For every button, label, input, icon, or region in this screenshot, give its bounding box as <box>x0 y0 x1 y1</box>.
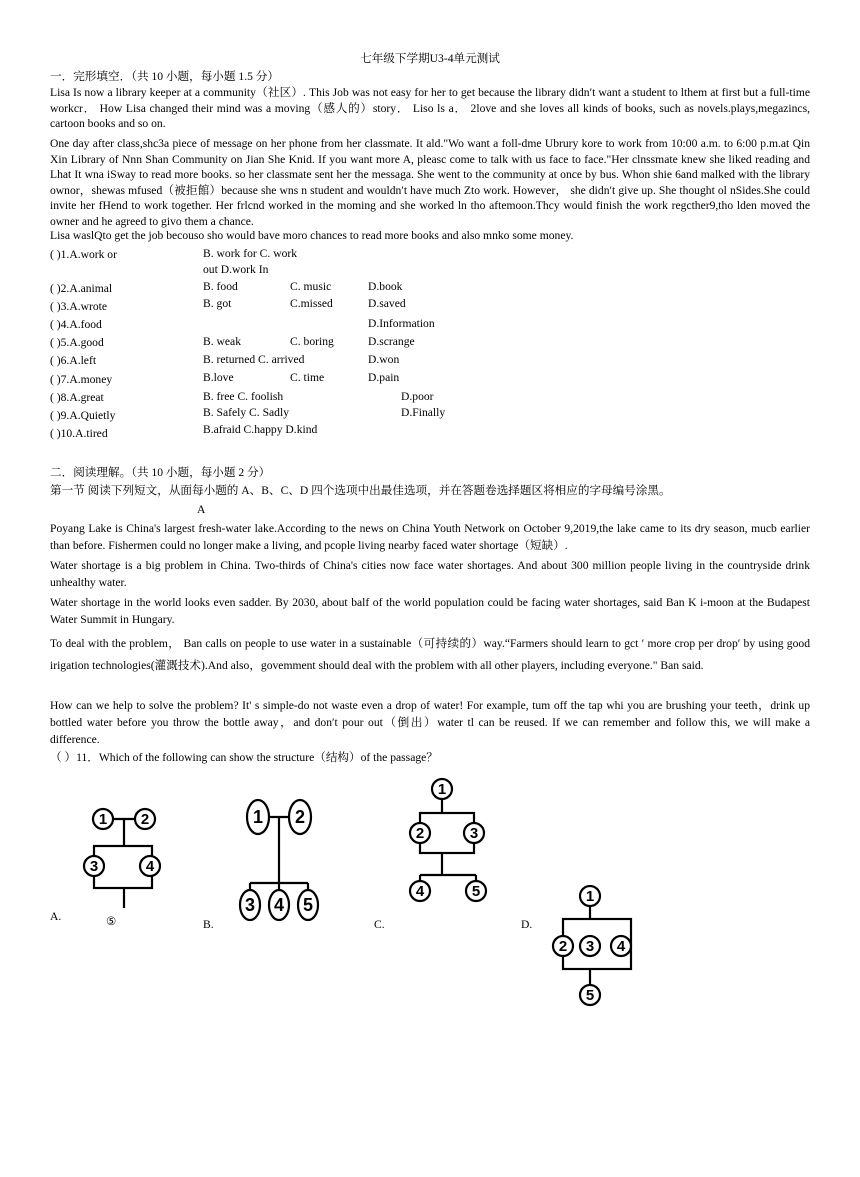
reading-paragraph-3: Water shortage in the world looks even sadder. By 2030, about balf of the world population could be facing water shortages, said Ban K i-moon at the Budapest Water Summit in Hungary. <box>50 596 810 626</box>
reading-paragraph-2: Water shortage is a big problem in China. Two-thirds of China's cities now face water shortages. And about 300 million people living in the countryside drink unhealthy water. <box>50 559 810 589</box>
q9-option-b: B. Safely C. Sadly <box>203 406 289 419</box>
q8-option-b: B. free C. foolish <box>203 390 284 403</box>
diagram-c-node-3: 3 <box>469 825 479 842</box>
diagram-c-node-1: 1 <box>437 781 447 798</box>
q6-option-d: D.won <box>368 353 400 366</box>
q3-option-c: C.missed <box>290 297 333 310</box>
reading-paragraph-4: To deal with the problem， Ban calls on people to use water in a sustainable（可持续的）way.“Farmers should learn to gct ′ more crop per drop′ by using good irigation technologies(灌溉技术).And also，govemment should deal with the problem with all other players, including everyone." Ban said. <box>50 637 810 672</box>
q6-option-b: B. returned C. arrived <box>203 353 305 366</box>
diagram-d-node-1: 1 <box>585 888 595 905</box>
diagram-a-node-4: 4 <box>145 858 155 875</box>
structure-diagram-b <box>236 795 326 925</box>
diagram-b-node-5: 5 <box>302 895 314 915</box>
diagram-c-node-5: 5 <box>471 883 481 900</box>
reading-paragraph-5: How can we help to solve the problem? It' s simple-do not waste even a drop of water! For example, tum off the tap whi you are brushing your teeth，drink up bottled water before you throw the bottle away，and don′t pour out（倒出）water tl can be reused. If we can remember and follow this, we will make a difference. <box>50 699 810 746</box>
q1-option-b: B. work for C. work <box>203 247 298 260</box>
diagram-a-node-2: 2 <box>140 811 150 828</box>
q4-option-d: D.Information <box>368 317 435 330</box>
cloze-paragraph-2: One day after class,shc3a piece of message on her phone from her classmate. It ald."Wo want a foll-dme Ubrury kore to work from 10:00 a.m. to 6:00 p.m.at Qin Xin Library of Nnn Shan Community on Jian She Knid. If you want more A, pleasc come to talk with us face to face."Her clnssmate knew she liked reading and Lhat It wna iSway to read more books. so her classmate sent her the messaga. She went to the community at once by bus. Whon shie 6and malked with the library ownor，shewas mfused（被拒館）because she wns n student and wouldn′t have much Zto work. However， she didn′t give up. She thought ol nSides.She could invite her fHend to work together. Her frlcnd worked in the moming and she worked ln tho aftemoon.Thcy would finish the work regcther9,tho lden moved the owner and he agreed to givo them a chance. <box>50 137 810 228</box>
q6-stem: ( )6.A.left <box>50 354 97 367</box>
q7-option-d: D.pain <box>368 371 400 384</box>
q10-option-b: B.afraid C.happy D.kind <box>203 423 318 436</box>
q8-option-d: D.poor <box>401 390 434 403</box>
option-label-b: B. <box>203 918 214 931</box>
option-label-c: C. <box>374 918 385 931</box>
option-label-d: D. <box>521 918 533 931</box>
q9-option-d: D.Finally <box>401 406 446 419</box>
q8-stem: ( )8.A.great <box>50 391 104 404</box>
question-11: （ ）11．Which of the following can show the structure（结构）of the passage？ <box>50 751 438 764</box>
diagram-d-node-5: 5 <box>585 987 595 1004</box>
cloze-paragraph-3: Lisa waslQto get the job becouso sho would bave moro chances to read more books and also mnko some money. <box>50 229 574 242</box>
q5-option-b: B. weak <box>203 335 241 348</box>
q7-option-b: B.love <box>203 371 234 384</box>
q5-stem: ( )5.A.good <box>50 336 104 349</box>
diagram-c-node-4: 4 <box>415 883 425 900</box>
q3-stem: ( )3.A.wrote <box>50 300 107 313</box>
q10-stem: ( )10.A.tired <box>50 427 108 440</box>
q2-option-b: B. food <box>203 280 238 293</box>
q2-option-d: D.book <box>368 280 403 293</box>
q1-stem: ( )1.A.work or <box>50 248 117 261</box>
structure-diagram-a <box>80 798 170 918</box>
q5-option-c: C. boring <box>290 335 334 348</box>
q3-option-d: D.saved <box>368 297 406 310</box>
small-five-symbol: ⑤ <box>106 915 117 928</box>
diagram-d-node-4: 4 <box>616 938 626 955</box>
structure-diagram-d <box>545 881 645 1011</box>
section-heading-cloze: 一．完形填空．（共 10 小题，每小题 1.5 分） <box>50 70 279 83</box>
q7-stem: ( )7.A.money <box>50 373 113 386</box>
diagram-b-node-1: 1 <box>252 807 264 827</box>
passage-letter: A <box>197 503 206 516</box>
q9-stem: ( )9.A.Quietly <box>50 409 116 422</box>
q2-option-c: C. music <box>290 280 332 293</box>
diagram-d-node-2: 2 <box>558 938 568 955</box>
q1-option-extra: out D.work In <box>203 263 269 276</box>
q3-option-b: B. got <box>203 297 232 310</box>
diagram-d-node-3: 3 <box>585 938 595 955</box>
diagram-b-node-4: 4 <box>273 895 285 915</box>
q2-stem: ( )2.A.animal <box>50 282 113 295</box>
section-instructions: 第一节 阅读下列短文，从面每小题的 A、B、C、D 四个选项中出最佳选项，并在答题卷选择题区将相应的字母编号涂黑。 <box>50 484 671 497</box>
diagram-b-node-2: 2 <box>294 807 306 827</box>
q5-option-d: D.scrange <box>368 335 415 348</box>
q7-option-c: C. time <box>290 371 325 384</box>
page-title: 七年级下学期U3-4单元测试 <box>360 52 500 65</box>
diagram-a-node-1: 1 <box>98 811 108 828</box>
reading-paragraph-1: Poyang Lake is China's largest fresh-water lake.According to the news on China Youth Network on October 9,2019,the lake came to its dry season, mucb earlier than before. Fishermen could no longer make a living, and pcople living nearby faced water shortage（短缺）. <box>50 522 810 552</box>
diagram-b-node-3: 3 <box>244 895 256 915</box>
option-label-a: A. <box>50 910 62 923</box>
cloze-paragraph-1: Lisa Is now a library keeper at a community（社区）. This Job was not easy for her to get because the library didn′t want a student to lthem at first but a full-time workcr． How Lisa changed their mind was a moving（感人的）story． Liso ls a． 2love and she loves all kinds of books, such as novels.plays,megazincs, cartoon books and so on. <box>50 86 810 130</box>
q4-stem: ( )4.A.food <box>50 318 102 331</box>
diagram-c-node-2: 2 <box>415 825 425 842</box>
section-heading-reading: 二．阅读理解。（共 10 小题，每小题 2 分） <box>50 466 271 479</box>
diagram-a-node-3: 3 <box>89 858 99 875</box>
structure-diagram-c <box>398 775 498 905</box>
